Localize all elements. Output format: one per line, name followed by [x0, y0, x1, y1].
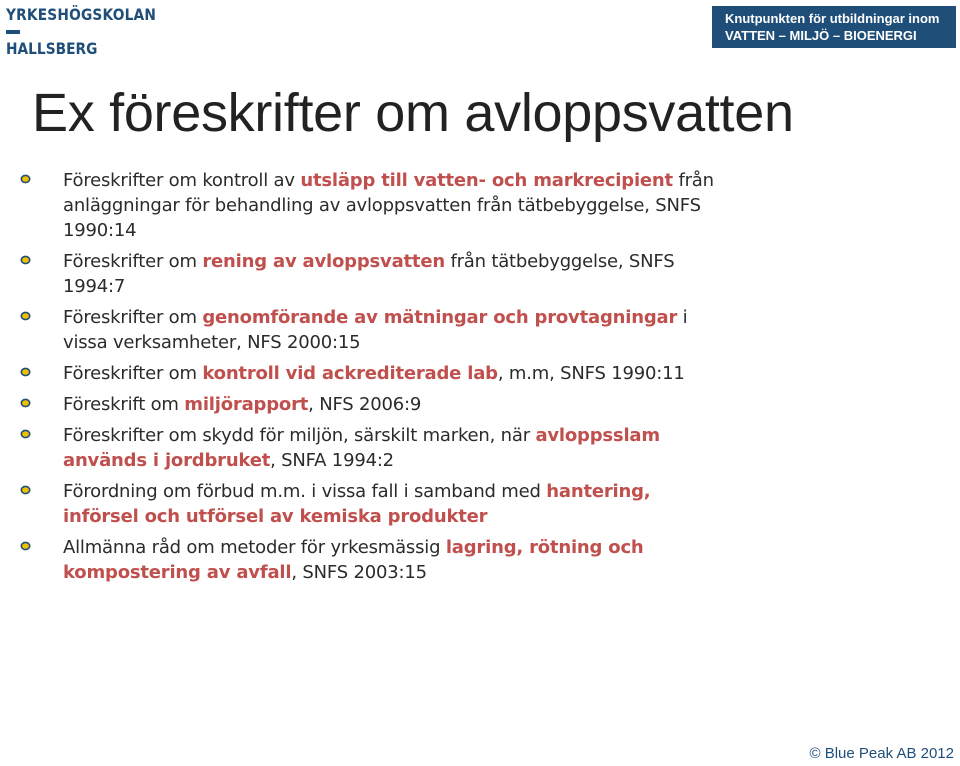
highlighted-text: hantering, införsel och utförsel av kemiska produkter	[63, 481, 651, 527]
highlighted-text: genomförande av mätningar och provtagningar	[202, 307, 678, 328]
copyright-footer: © Blue Peak AB 2012	[809, 745, 954, 762]
header-tagline: Knutpunkten för utbildningar inom	[725, 11, 940, 26]
bullet-text: från anläggningar för behandling av avloppsvatten från tätbebyggelse, SNFS 1990:14	[63, 170, 714, 241]
bullet-text: Föreskrifter om skydd för miljön, särskilt marken, när	[63, 425, 536, 446]
bullet-text: Föreskrifter om kontroll av	[63, 170, 301, 191]
bullet-text: i vissa verksamheter, NFS 2000:15	[63, 307, 688, 353]
ring-bullet-icon	[20, 429, 31, 439]
bullet-item	[20, 479, 720, 529]
header-subjects: VATTEN – MILJÖ – BIOENERGI	[725, 28, 917, 43]
bullet-item	[20, 305, 720, 355]
logo-text-line1: YRKESHÖGSKOLAN	[6, 5, 157, 24]
bullet-text: Förordning om förbud m.m. i vissa fall i samband med	[63, 481, 547, 502]
highlighted-text: utsläpp till vatten- och markrecipient	[300, 170, 673, 191]
school-logo	[6, 4, 157, 58]
bullet-text: Allmänna råd om metoder för yrkesmässig	[63, 537, 446, 558]
logo-text-line2: HALLSBERG	[6, 39, 98, 58]
header-banner	[712, 6, 956, 48]
bullet-item	[20, 361, 720, 386]
ring-bullet-icon	[20, 541, 31, 551]
bullet-text: , SNFA 1994:2	[270, 450, 394, 471]
ring-bullet-icon	[20, 255, 31, 265]
bullet-list	[20, 168, 720, 591]
bullet-item	[20, 249, 720, 299]
ring-bullet-icon	[20, 174, 31, 184]
ring-bullet-icon	[20, 367, 31, 377]
ring-bullet-icon	[20, 398, 31, 408]
bullet-item	[20, 423, 720, 473]
bullet-text: från tätbebyggelse, SNFS 1994:7	[63, 251, 675, 297]
bullet-item	[20, 392, 720, 417]
logo-dash-mark	[6, 30, 20, 34]
slide-title: Ex föreskrifter om avloppsvatten	[32, 83, 794, 143]
bullet-text: Föreskrifter om	[63, 307, 203, 328]
bullet-text: Föreskrift om	[63, 394, 185, 415]
highlighted-text: avloppsslam används i jordbruket	[63, 425, 660, 471]
bullet-text: , m.m, SNFS 1990:11	[497, 363, 685, 384]
bullet-text: Föreskrifter om	[63, 363, 203, 384]
bullet-text: Föreskrifter om	[63, 251, 203, 272]
bullet-item	[20, 168, 720, 243]
bullet-text: , NFS 2006:9	[308, 394, 422, 415]
highlighted-text: rening av avloppsvatten	[202, 251, 445, 272]
highlighted-text: lagring, rötning och kompostering av avfall	[63, 537, 644, 583]
bullet-text: , SNFS 2003:15	[291, 562, 427, 583]
ring-bullet-icon	[20, 311, 31, 321]
ring-bullet-icon	[20, 485, 31, 495]
highlighted-text: kontroll vid ackrediterade lab	[202, 363, 498, 384]
bullet-item	[20, 535, 720, 585]
highlighted-text: miljörapport	[184, 394, 309, 415]
